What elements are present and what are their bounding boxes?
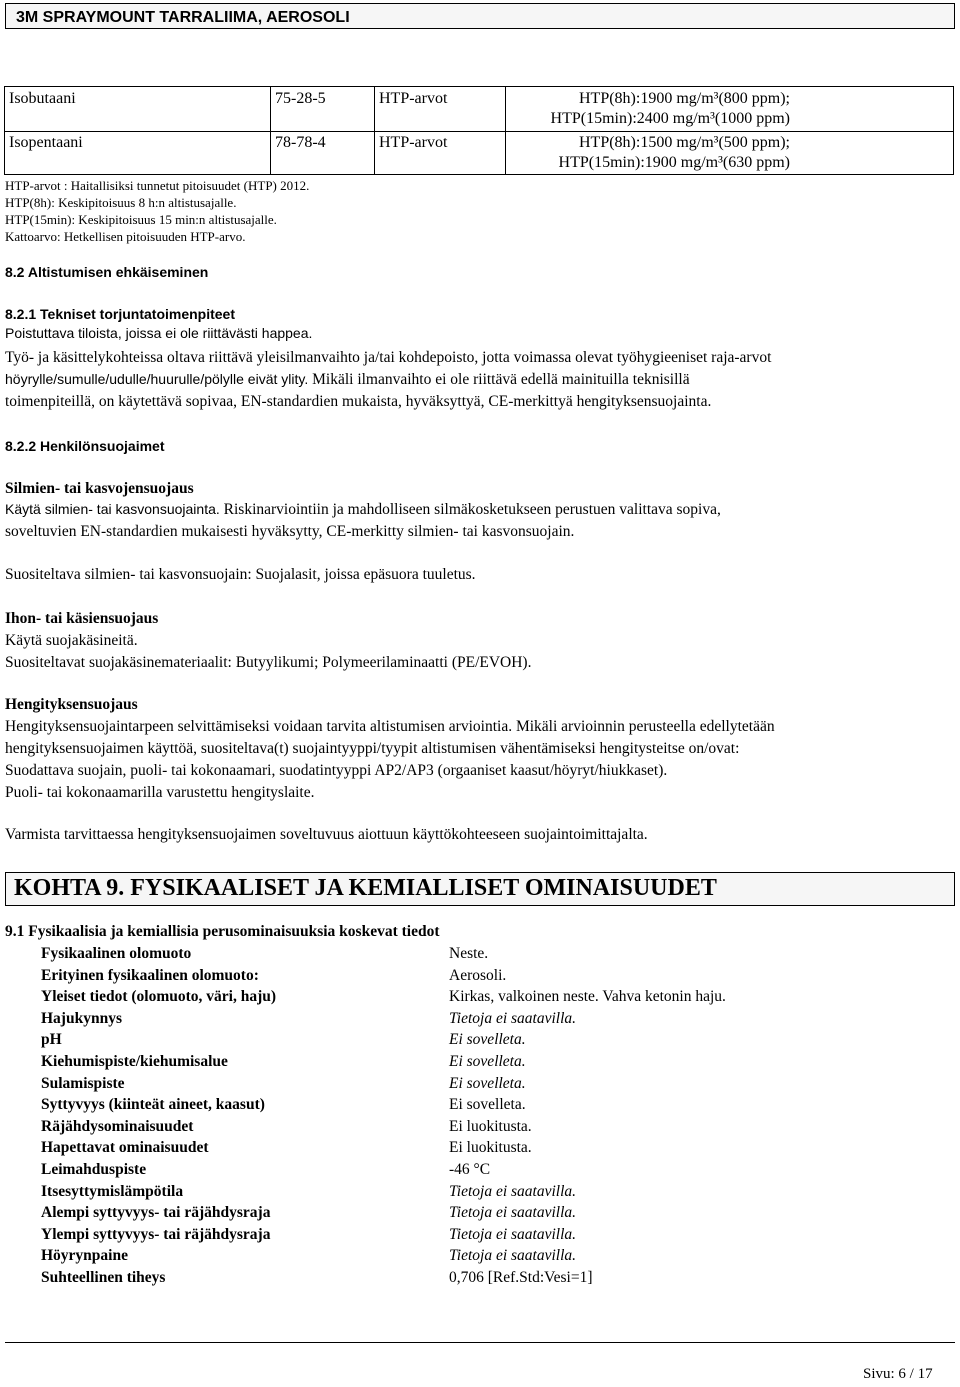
property-label: Leimahduspiste [41, 1161, 147, 1178]
substance-name: Isobutaani [9, 90, 76, 107]
limit-value: HTP(8h):1900 mg/m³(800 ppm); HTP(15min):2400 mg/m³(1000 ppm) [550, 90, 790, 127]
property-label: Kiehumispiste/kiehumisalue [41, 1053, 228, 1070]
paragraph-line: Poistuttava tiloista, joissa ei ole riittävästi happea. [5, 325, 313, 341]
limit-type: HTP-arvot [379, 90, 448, 107]
paragraph-line: toimenpiteillä, on käytettävä sopivaa, EN-standardien mukaista, hyväksyttyä, CE-merkittyä hengityksensuojainta. [5, 393, 712, 410]
paragraph-line: soveltuvien EN-standardien mukaisesti hyväksytty, CE-merkitty silmien- tai kasvonsuojain. [5, 523, 575, 540]
subsection-heading: Silmien- tai kasvojensuojaus [5, 480, 194, 497]
property-value: Ei sovelleta. [449, 1096, 526, 1113]
subsection-heading: Ihon- tai käsiensuojaus [5, 610, 159, 627]
limit-type: HTP-arvot [379, 134, 448, 151]
property-label: Hapettavat ominaisuudet [41, 1139, 209, 1156]
note-line: HTP(15min): Keskipitoisuus 15 min:n altistusajalle. [5, 212, 277, 227]
property-label: Fysikaalinen olomuoto [41, 945, 192, 962]
property-label: Itsesyttymislämpötila [41, 1183, 184, 1200]
subsection-heading: Hengityksensuojaus [5, 696, 138, 713]
property-value: Ei sovelleta. [449, 1053, 526, 1070]
property-label: Alempi syttyvyys- tai räjähdysraja [41, 1204, 271, 1221]
property-value: Kirkas, valkoinen neste. Vahva ketonin haju. [449, 988, 726, 1005]
document-header [5, 3, 955, 29]
property-value: Ei luokitusta. [449, 1118, 532, 1135]
property-label: Räjähdysominaisuudet [41, 1118, 194, 1135]
paragraph-line: Käytä suojakäsineitä. [5, 632, 138, 649]
property-label: Ylempi syttyvyys- tai räjähdysraja [41, 1226, 271, 1243]
section-heading: 8.2.2 Henkilönsuojaimet [5, 438, 165, 454]
substance-name: Isopentaani [9, 134, 83, 151]
property-label: Hajukynnys [41, 1010, 122, 1027]
limit-value: HTP(8h):1500 mg/m³(500 ppm); HTP(15min):1900 mg/m³(630 ppm) [558, 134, 790, 171]
property-label: Suhteellinen tiheys [41, 1269, 166, 1286]
property-label: Sulamispiste [41, 1075, 125, 1092]
section-heading: 8.2.1 Tekniset torjuntatoimenpiteet [5, 306, 236, 322]
paragraph-line: Suositeltava silmien- tai kasvonsuojain: Suojalasit, joissa epäsuora tuuletus. [5, 566, 476, 583]
exposure-limits-table [4, 86, 954, 175]
property-value: Ei luokitusta. [449, 1139, 532, 1156]
property-label: Höyrynpaine [41, 1247, 128, 1264]
property-label: Erityinen fysikaalinen olomuoto: [41, 967, 259, 984]
cas-number: 78-78-4 [275, 134, 326, 151]
property-value: Tietoja ei saatavilla. [449, 1204, 577, 1221]
property-label: Syttyvyys (kiinteät aineet, kaasut) [41, 1096, 265, 1113]
section-heading: 8.2 Altistumisen ehkäiseminen [5, 264, 209, 280]
property-value: Tietoja ei saatavilla. [449, 1247, 577, 1264]
property-value: Tietoja ei saatavilla. [449, 1226, 577, 1243]
table-row [5, 131, 953, 175]
property-label: pH [41, 1031, 62, 1048]
paragraph-line: hengityksensuojaimen käyttöä, suositeltava(t) suojaintyyppi/tyypit altistumisen vähentämiseksi hengitysteitse on/ovat: [5, 740, 740, 757]
property-label: Yleiset tiedot (olomuoto, väri, haju) [41, 988, 277, 1005]
paragraph-line: Hengityksensuojaintarpeen selvittämiseksi voidaan tarvita altistumisen arviointia. Mikäli arvioinnin perusteella edellytetään [5, 718, 775, 735]
footer-divider [5, 1342, 955, 1343]
section-9-title: KOHTA 9. FYSIKAALISET JA KEMIALLISET OMINAISUUDET [14, 875, 717, 901]
property-value: Ei sovelleta. [449, 1031, 526, 1048]
property-value: 0,706 [Ref.Std:Vesi=1] [449, 1269, 593, 1286]
cas-number: 75-28-5 [275, 90, 326, 107]
property-value: -46 °C [449, 1161, 491, 1178]
section-9-header [5, 872, 955, 906]
paragraph-line: Työ- ja käsittelykohteissa oltava riittävä yleisilmanvaihto ja/tai kohdepoisto, jotta voimassa olevat työhygieeniset raja-arvot [5, 349, 772, 366]
paragraph-line: höyrylle/sumulle/udulle/huurulle/pölylle eivät ylity. Mikäli ilmanvaihto ei ole riittävä edellä mainituilla teknisillä [5, 371, 690, 388]
property-value: Neste. [449, 945, 489, 962]
paragraph-line: Suositeltavat suojakäsinemateriaalit: Butyylikumi; Polymeerilaminaatti (PE/EVOH). [5, 654, 532, 671]
note-line: HTP-arvot : Haitallisiksi tunnetut pitoisuudet (HTP) 2012. [5, 178, 310, 193]
paragraph-line: Varmista tarvittaessa hengityksensuojaimen soveltuvuus aiottuun käyttökohteeseen suojaintoimittajalta. [5, 826, 648, 843]
note-line: HTP(8h): Keskipitoisuus 8 h:n altistusajalle. [5, 195, 237, 210]
section-heading: 9.1 Fysikaalisia ja kemiallisia perusominaisuuksia koskevat tiedot [5, 923, 440, 940]
property-value: Tietoja ei saatavilla. [449, 1010, 577, 1027]
paragraph-line: Puoli- tai kokonaamarilla varustettu hengityslaite. [5, 784, 315, 801]
note-line: Kattoarvo: Hetkellisen pitoisuuden HTP-arvo. [5, 229, 246, 244]
paragraph-line: Suodattava suojain, puoli- tai kokonaamari, suodatintyyppi AP2/AP3 (orgaaniset kaasut/höyryt/hiukkaset). [5, 762, 668, 779]
property-value: Ei sovelleta. [449, 1075, 526, 1092]
page-number: Sivu: 6 / 17 [863, 1366, 933, 1382]
table-row [5, 87, 953, 132]
property-value: Aerosoli. [449, 967, 507, 984]
document-title: 3M SPRAYMOUNT TARRALIIMA, AEROSOLI [16, 9, 350, 26]
property-value: Tietoja ei saatavilla. [449, 1183, 577, 1200]
paragraph-line: Käytä silmien- tai kasvonsuojainta. Riskinarviointiin ja mahdolliseen silmäkosketukseen perustuen valittava sopiva, [5, 501, 721, 518]
